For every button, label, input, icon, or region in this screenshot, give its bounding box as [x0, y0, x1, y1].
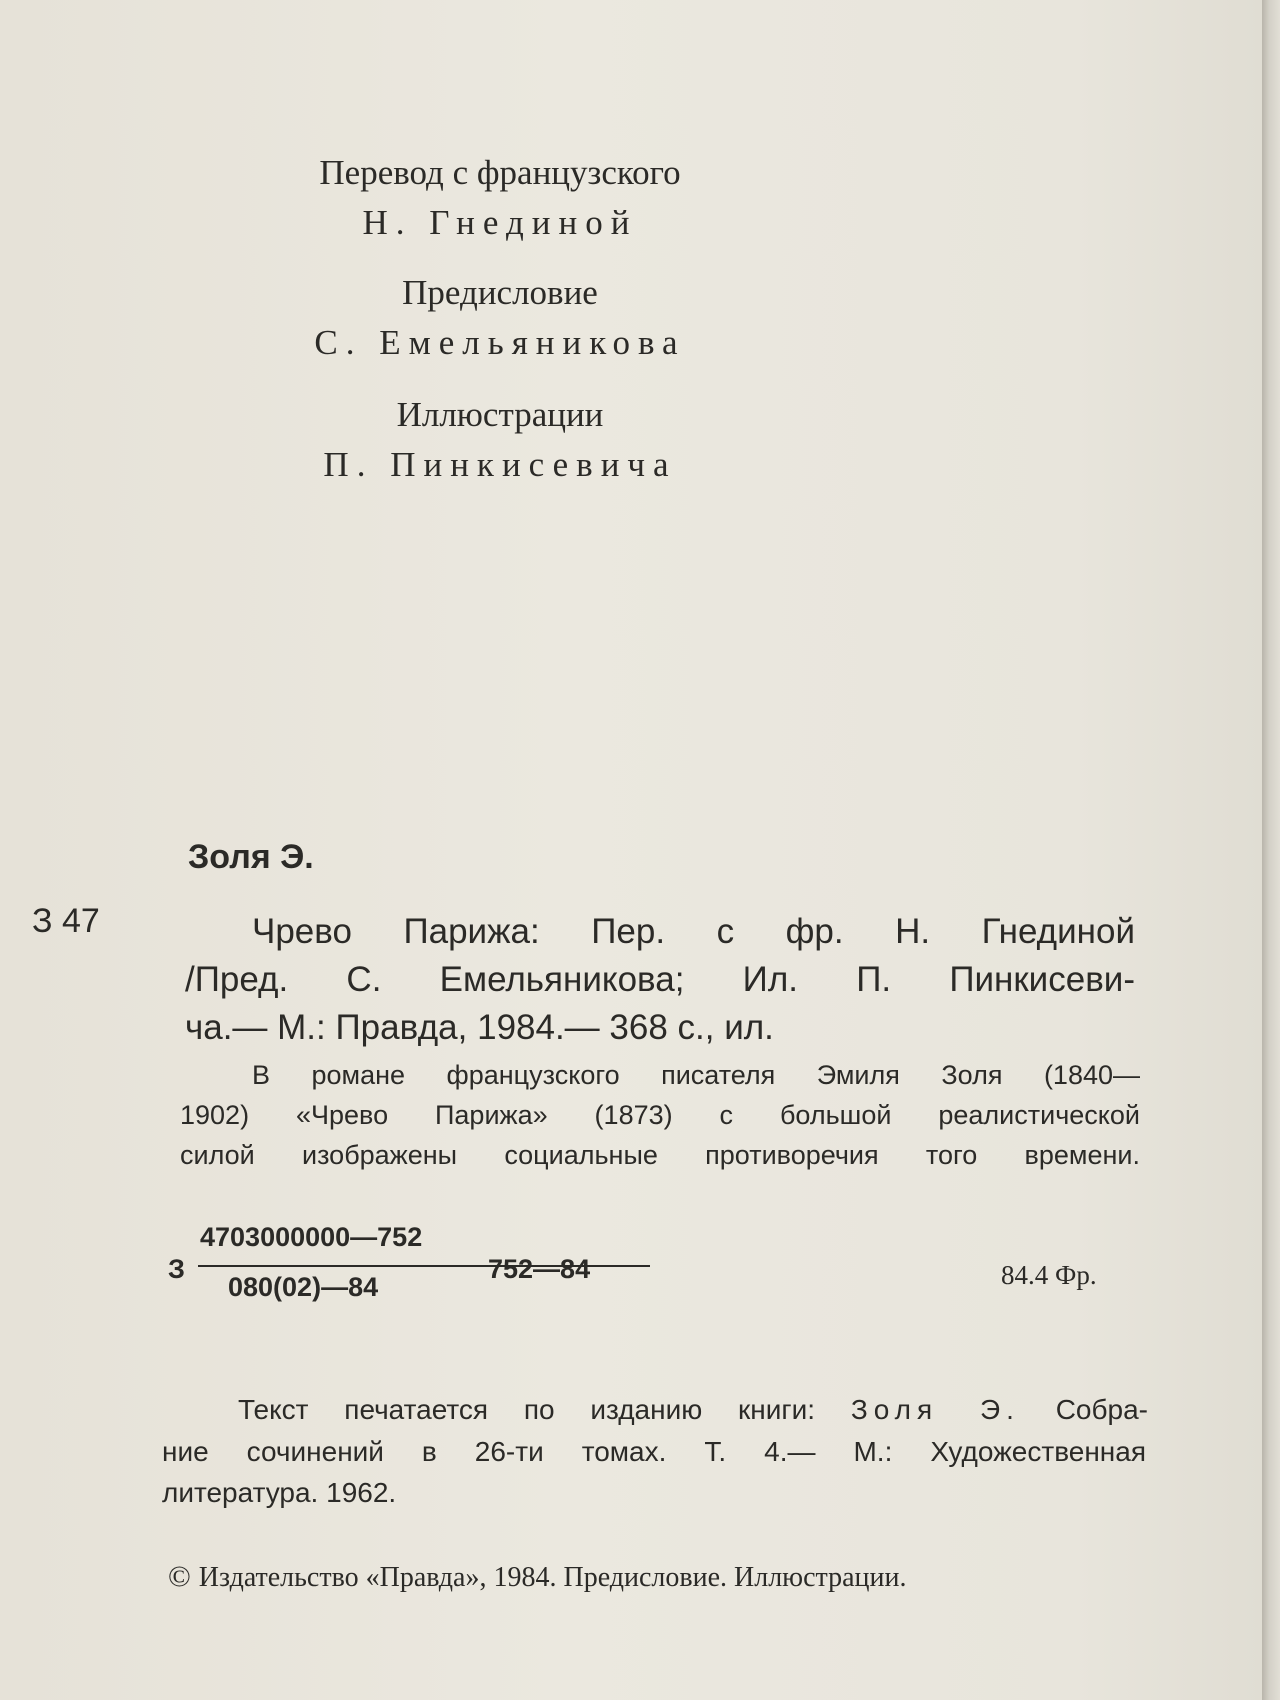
- copyright-text: Издательство «Правда», 1984. Предисловие. Иллюстрации.: [198, 1562, 907, 1593]
- bbk-denominator: 080(02)—84: [228, 1272, 379, 1302]
- page-edge-shadow: [1262, 0, 1280, 1700]
- bbk-numerator: 4703000000—752: [200, 1222, 423, 1252]
- bibliographic-line-3: ча.— М.: Правда, 1984.— 368 с., ил.: [185, 1008, 774, 1047]
- illustrator-name: П. Пинкисевича: [323, 445, 677, 484]
- source-note-author: Золя Э.: [850, 1394, 1020, 1425]
- bbk-letter: З: [168, 1254, 185, 1284]
- bbk-classification: 84.4 Фр.: [1001, 1260, 1097, 1290]
- annotation-line-3: силой изображены социальные противоречия того времени.: [180, 1140, 1140, 1170]
- bibliographic-line-2: /Пред. С. Емельяникова; Ил. П. Пинкисеви-: [185, 960, 1135, 999]
- source-note-line-3: литература. 1962.: [162, 1477, 397, 1508]
- source-note-line1-end: Собра-: [1055, 1394, 1148, 1425]
- source-note-line-1: [238, 1394, 1148, 1426]
- annotation-line-2: 1902) «Чрево Парижа» (1873) с большой реалистической: [180, 1100, 1140, 1130]
- translation-label: Перевод с французского: [319, 153, 681, 192]
- illustrations-credit: [0, 390, 1000, 490]
- catalog-author-heading: Золя Э.: [188, 838, 314, 876]
- source-note-prefix: Текст печатается по изданию книги:: [238, 1394, 816, 1425]
- translation-credit: [0, 148, 1000, 248]
- illustrations-label: Иллюстрации: [396, 395, 604, 434]
- preface-label: Предисловие: [402, 273, 598, 312]
- catalog-classification-code: З 47: [32, 902, 100, 940]
- copyright-icon: ©: [168, 1560, 191, 1593]
- annotation-line-1: В романе французского писателя Эмиля Золя (1840—: [252, 1060, 1140, 1090]
- source-note-line-2: ние сочинений в 26-ти томах. Т. 4.— М.: Художественная: [162, 1436, 1146, 1467]
- preface-author-name: С. Емельяникова: [314, 323, 686, 362]
- bbk-tail: 752—84: [488, 1254, 591, 1284]
- preface-credit: [0, 268, 1000, 368]
- bibliographic-line-1: Чрево Парижа: Пер. с фр. Н. Гнединой: [252, 912, 1135, 951]
- translator-name: Н. Гнединой: [362, 203, 638, 242]
- copyright-line: [168, 1560, 906, 1594]
